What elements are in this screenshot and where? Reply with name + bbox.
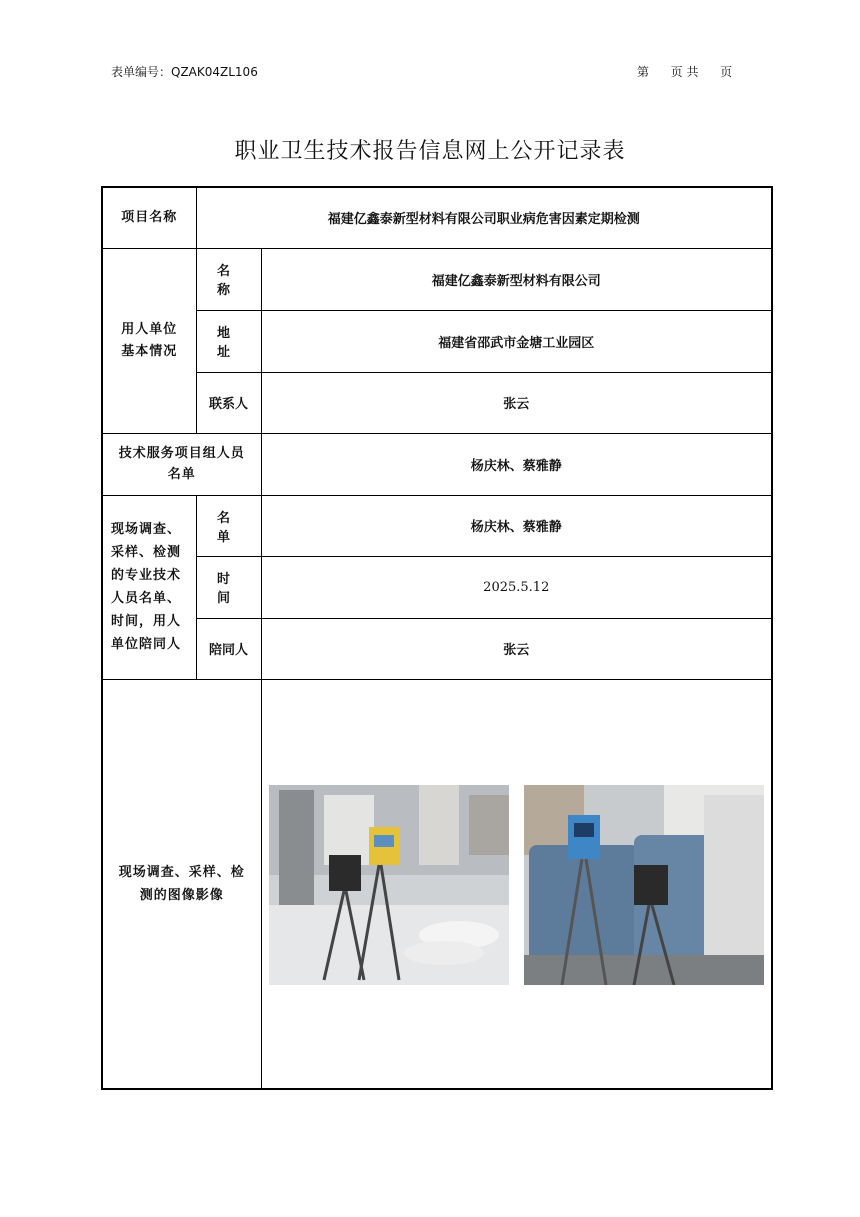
images-label: 现场调查、采样、检 测的图像影像 xyxy=(102,679,261,1089)
staff-label: 名 单 xyxy=(196,495,261,556)
site-photo-1 xyxy=(269,785,509,985)
photo-area xyxy=(262,680,772,1088)
name-label: 名 称 xyxy=(196,248,261,310)
record-table xyxy=(101,186,773,1090)
sampling-photo-2-image xyxy=(524,785,764,985)
escort-label: 陪同人 xyxy=(196,618,261,679)
time-value: 2025.5.12 xyxy=(261,556,772,618)
page-counter xyxy=(637,63,732,80)
team-row xyxy=(102,433,772,495)
team-value: 杨庆林、蔡雅静 xyxy=(261,433,772,495)
escort-value: 张云 xyxy=(261,618,772,679)
sampling-photo-1-image xyxy=(269,785,509,985)
project-row xyxy=(102,187,772,248)
time-row xyxy=(102,556,772,618)
project-value: 福建亿鑫泰新型材料有限公司职业病危害因素定期检测 xyxy=(196,187,772,248)
page-label-a: 第 xyxy=(637,65,650,79)
project-label: 项目名称 xyxy=(102,187,196,248)
staff-value: 杨庆林、蔡雅静 xyxy=(261,495,772,556)
employer-label: 用人单位 基本情况 xyxy=(102,248,196,433)
images-cell xyxy=(261,679,772,1089)
images-row xyxy=(102,679,772,1089)
staff-row xyxy=(102,495,772,556)
page-label-b: 页 共 xyxy=(670,65,699,79)
name-row xyxy=(102,248,772,310)
address-value: 福建省邵武市金塘工业园区 xyxy=(261,310,772,372)
address-label: 地 址 xyxy=(196,310,261,372)
escort-row xyxy=(102,618,772,679)
form-number: 表单编号：QZAK04ZL106 xyxy=(111,65,258,79)
page-label-c: 页 xyxy=(720,65,733,79)
contact-label: 联系人 xyxy=(196,372,261,433)
contact-row xyxy=(102,372,772,433)
contact-value: 张云 xyxy=(261,372,772,433)
name-value: 福建亿鑫泰新型材料有限公司 xyxy=(261,248,772,310)
site-photo-2 xyxy=(524,785,764,985)
address-row xyxy=(102,310,772,372)
page-title: 职业卫生技术报告信息网上公开记录表 xyxy=(234,139,626,164)
time-label: 时 间 xyxy=(196,556,261,618)
team-label: 技术服务项目组人员 名单 xyxy=(102,433,261,495)
field-label: 现场调查、 采样、检测 的专业技术 人员名单、 时间，用人 单位陪同人 xyxy=(102,495,196,679)
